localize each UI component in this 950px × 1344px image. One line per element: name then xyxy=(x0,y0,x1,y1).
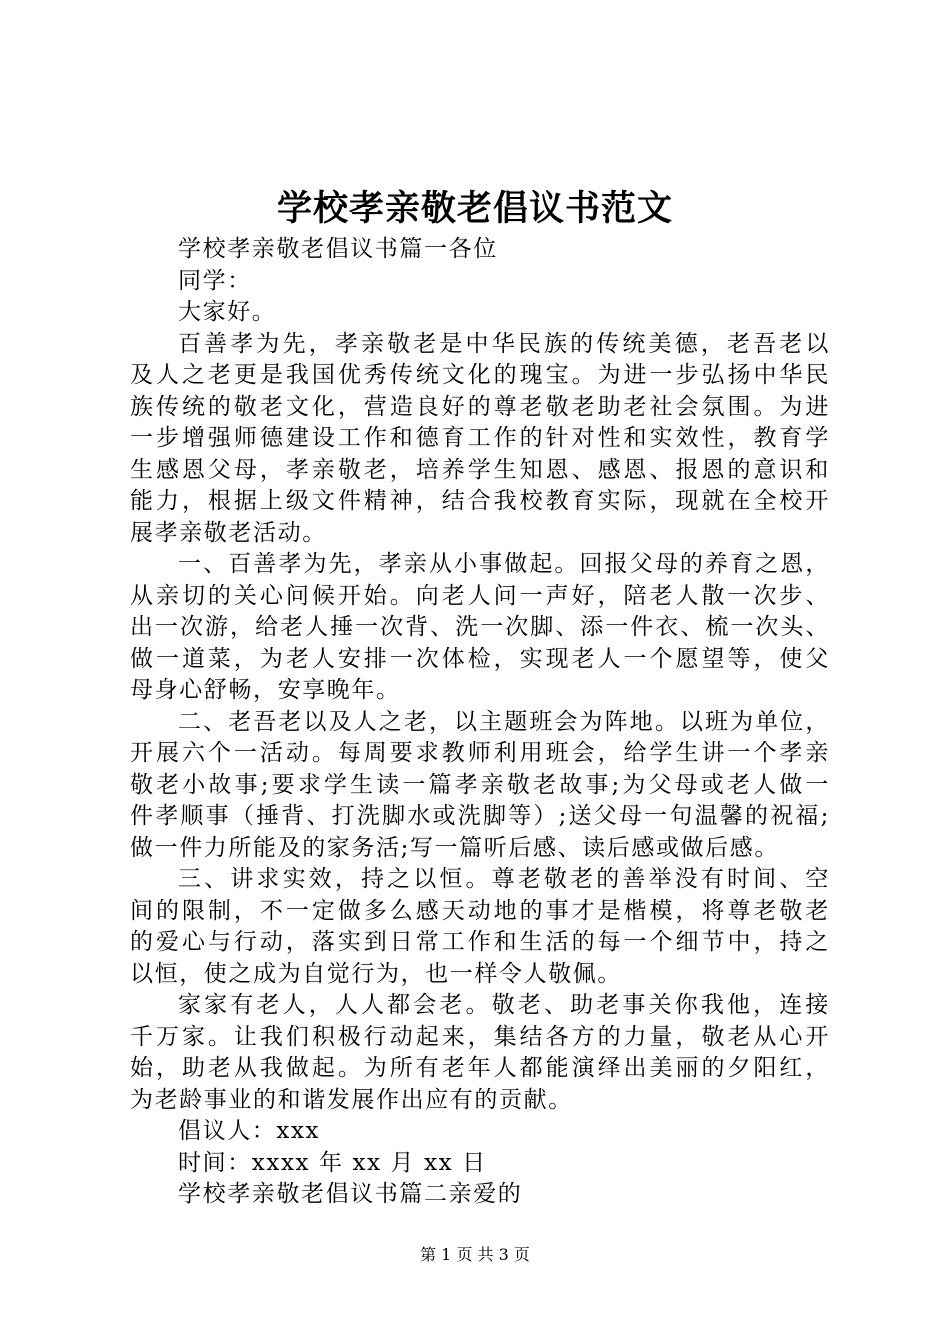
paragraph xyxy=(130,297,830,329)
paragraph-line: 间的限制，不一定做多么感天动地的事才是楷模，将尊老敬老 xyxy=(130,897,830,924)
paragraph xyxy=(130,549,830,707)
paragraph-line: 同学： xyxy=(178,267,252,294)
paragraph-line: 从亲切的关心问候开始。向老人问一声好，陪老人散一次步、 xyxy=(130,582,830,609)
paragraph-line: 百善孝为先，孝亲敬老是中华民族的传统美德，老吾老以 xyxy=(178,330,830,357)
paragraph xyxy=(130,1179,830,1211)
document-body xyxy=(130,234,830,1211)
paragraph-line: 开展六个一活动。每周要求教师利用班会，给学生讲一个孝亲 xyxy=(130,740,830,766)
paragraph-line: 二、老吾老以及人之老，以主题班会为阵地。以班为单位， xyxy=(178,708,830,735)
paragraph xyxy=(130,329,830,550)
paragraph-line: 母身心舒畅，安享晚年。 xyxy=(130,677,401,703)
paragraph-line: 一步增强师德建设工作和德育工作的针对性和实效性，教育学 xyxy=(130,425,830,451)
paragraph xyxy=(130,1116,830,1148)
paragraph xyxy=(130,234,830,266)
paragraph-line: 展孝亲敬老活动。 xyxy=(130,519,327,546)
paragraph-line: 家家有老人，人人都会老。敬老、助老事关你我他，连接 xyxy=(178,992,830,1018)
paragraph-line: 三、讲求实效，持之以恒。尊老敬老的善举没有时间、空 xyxy=(178,866,830,892)
paragraph xyxy=(130,1148,830,1180)
paragraph-line: 的爱心与行动，落实到日常工作和生活的每一个细节中，持之 xyxy=(130,929,830,955)
paragraph-line: 千万家。让我们积极行动起来，集结各方的力量，敬老从心开 xyxy=(130,1023,830,1050)
paragraph-line: 一、百善孝为先，孝亲从小事做起。回报父母的养育之恩， xyxy=(178,551,830,577)
paragraph xyxy=(130,990,830,1116)
document-title: 学校孝亲敬老倡议书范文 xyxy=(276,188,673,229)
paragraph-line: 生感恩父母，孝亲敬老，培养学生知恩、感恩、报恩的意识和 xyxy=(130,456,830,483)
paragraph-line: 族传统的敬老文化，营造良好的尊老敬老助老社会氛围。为进 xyxy=(130,393,830,420)
paragraph-line: 倡议人：xxx xyxy=(178,1118,321,1144)
paragraph-line: 为老龄事业的和谐发展作出应有的贡献。 xyxy=(130,1086,573,1113)
paragraph-line: 大家好。 xyxy=(178,299,277,325)
paragraph-line: 始，助老从我做起。为所有老年人都能演绎出美丽的夕阳红， xyxy=(130,1055,830,1081)
paragraph-line: 件孝顺事（捶背、打洗脚水或洗脚等）;送父母一句温馨的祝福; xyxy=(130,803,830,829)
paragraph-line: 及人之老更是我国优秀传统文化的瑰宝。为进一步弘扬中华民 xyxy=(130,362,830,388)
paragraph-line: 时间：xxxx 年 xx 月 xx 日 xyxy=(178,1149,487,1176)
paragraph-line: 做一道菜，为老人安排一次体检，实现老人一个愿望等，使父 xyxy=(130,645,830,672)
paragraph-line: 学校孝亲敬老倡议书篇二亲爱的 xyxy=(178,1181,523,1207)
paragraph-line: 出一次游，给老人捶一次背、洗一次脚、添一件衣、梳一次头、 xyxy=(130,614,830,640)
paragraph-line: 敬老小故事;要求学生读一篇孝亲敬老故事;为父母或老人做一 xyxy=(130,771,830,798)
paragraph-line: 学校孝亲敬老倡议书篇一各位 xyxy=(178,236,498,262)
paragraph xyxy=(130,864,830,990)
paragraph xyxy=(130,266,830,298)
paragraph-line: 能力，根据上级文件精神，结合我校教育实际，现就在全校开 xyxy=(130,488,830,514)
paragraph-line: 做一件力所能及的家务活;写一篇听后感、读后感或做后感。 xyxy=(130,834,779,861)
page-footer: 第 1 页 共 3 页 xyxy=(420,1245,530,1264)
paragraph-line: 以恒，使之成为自觉行为，也一样令人敬佩。 xyxy=(130,960,622,987)
paragraph xyxy=(130,707,830,865)
